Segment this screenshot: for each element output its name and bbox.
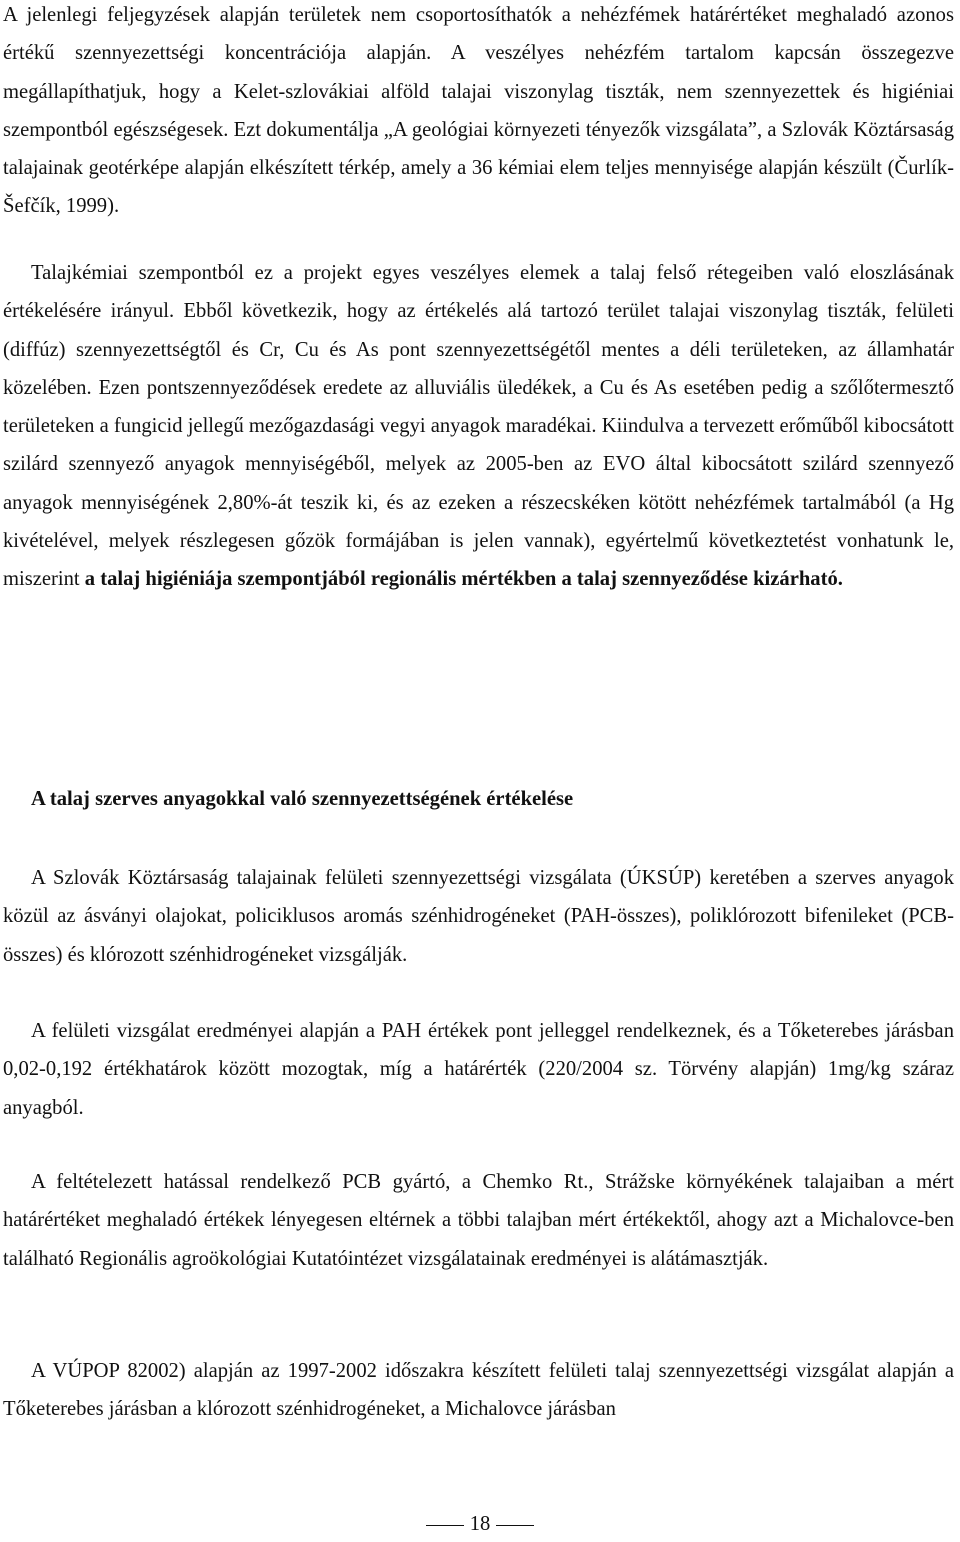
- paragraph-vupop: A VÚPOP 82002) alapján az 1997-2002 időszakra készített felületi talaj szennyezettségi vizsgálat alapján a Tőketerebes járásban a klórozott szénhidrogéneket, a Michalovce járásban: [3, 1360, 954, 1421]
- paragraph-soil-chemistry: [3, 254, 954, 599]
- footer-dash-right: [496, 1525, 534, 1526]
- paragraph-soil-chemistry-text: Talajkémiai szempontból ez a projekt egyes veszélyes elemek a talaj felső rétegeiben való eloszlásának értékelésére irányul. Ebből következik, hogy az értékelés alá tartozó terület talajai viszonylag tiszták, felületi (diffúz) szennyezettségtől és Cr, Cu és As pont szennyezettségétől mentes a déli területeken, az államhatár közelében. Ezen pontszennyeződések eredete az alluviális üledékek, a Cu és As esetében pedig a szőlőtermesztő területeken a fungicid jellegű mezőgazdasági vegyi anyagok maradékai. Kiindulva a tervezett erőműből kibocsátott szilárd szennyező anyagok mennyiségéből, melyek az 2005-ben az EVO által kibocsátott szilárd szennyező anyagok mennyiségének 2,80%-át teszik ki, és az ezeken a részecskéken kötött nehézfémek tartalmából (a Hg kivételével, melyek részlegesen gőzök formájában is jelen vannak), egyértelmű következtetést vonhatunk le, miszerint: [3, 262, 954, 591]
- section-heading: A talaj szerves anyagokkal való szennyezettségének értékelése: [31, 788, 574, 810]
- paragraph-pah-results: A felületi vizsgálat eredményei alapján a PAH értékek pont jelleggel rendelkeznek, és a Tőketerebes járásban 0,02-0,192 értékhatárok között mozogtak, míg a határérték (220/2004 sz. Törvény alapján) 1mg/kg száraz anyagból.: [3, 1020, 954, 1119]
- page-number: 18: [469, 1513, 491, 1535]
- paragraph-pcb-chemko: A feltételezett hatással rendelkező PCB gyártó, a Chemko Rt., Strážske környékének talajaiban a mért határértéket meghaladó értékek lényegesen eltérnek a többi talajban mért értékektől, ahogy azt a Michalovce-ben található Regionális agroökológiai Kutatóintézet vizsgálatainak eredményei is alátámasztják.: [3, 1171, 954, 1270]
- page-footer: [0, 1506, 960, 1542]
- paragraph-uksup-survey: A Szlovák Köztársaság talajainak felületi szennyezettségi vizsgálata (ÚKSÚP) keretében a szerves anyagok közül az ásványi olajokat, policiklusos aromás szénhidrogéneket (PAH-összes), poliklórozott bifenileket (PCB-összes) és klórozott szénhidrogéneket vizsgálják.: [3, 867, 954, 966]
- paragraph-heavy-metals: A jelenlegi feljegyzések alapján területek nem csoportosíthatók a nehézfémek határértéket meghaladó azonos értékű szennyezettségi koncentrációja alapján. A veszélyes nehézfém tartalom kapcsán összegezve megállapíthatjuk, hogy a Kelet-szlovákiai alföld talajai viszonylag tiszták, nem szennyezettek és higiéniai szempontból egészségesek. Ezt dokumentálja „A geológiai környezeti tényezők vizsgálata”, a Szlovák Köztársaság talajainak geotérképe alapján elkészített térkép, amely a 36 kémiai elem teljes mennyisége alapján készült (Čurlík- Šefčík, 1999).: [3, 4, 954, 218]
- footer-dash-left: [426, 1525, 464, 1526]
- paragraph-soil-chemistry-conclusion: a talaj higiéniája szempontjából regionális mértékben a talaj szennyeződése kizárható.: [84, 568, 843, 591]
